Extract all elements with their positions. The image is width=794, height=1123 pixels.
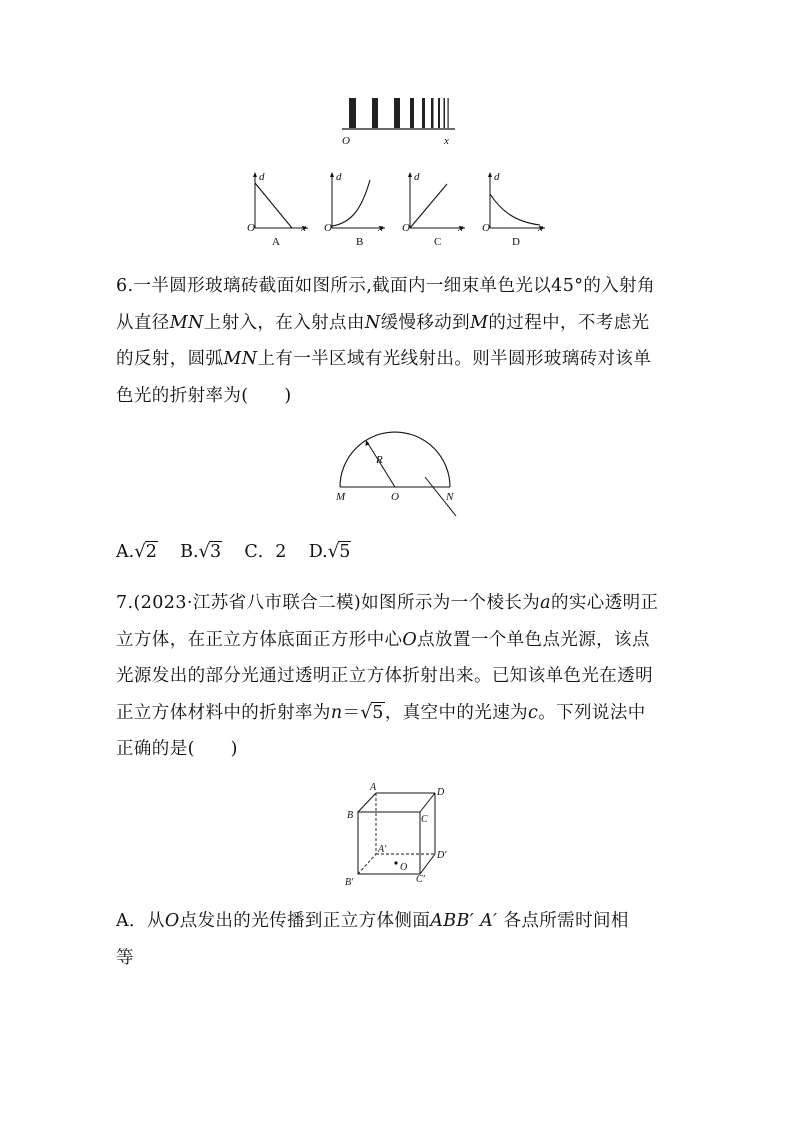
label-b: B [347, 810, 354, 821]
label-b-prime: B′ [345, 877, 354, 888]
label-n: N [446, 491, 454, 503]
axis-label: x [444, 135, 449, 147]
graph-d [480, 168, 552, 250]
label-d-prime: D′ [437, 850, 447, 861]
figure-top-bars [335, 92, 460, 147]
y-label: d [414, 171, 420, 183]
q6-line-1: 6.一半圆形玻璃砖截面如图所示,截面内一细束单色光以45°的入射角 [116, 276, 655, 296]
option-b[interactable]: B.√3 [180, 541, 222, 562]
label-c-prime: C′ [416, 874, 425, 885]
option-c[interactable]: C．2 [244, 542, 287, 562]
curve [410, 184, 447, 228]
curve [490, 194, 540, 225]
bar [422, 98, 425, 128]
bar [349, 98, 356, 128]
q6-line-2: 从直径MN上射入，在入射点由N缓慢移动到M的过程中，不考虑光 [116, 312, 650, 333]
curve [332, 180, 370, 226]
graph-caption: B [356, 236, 364, 248]
semicircle-arc [340, 432, 450, 487]
bar [410, 98, 414, 128]
q7-option-a-line-2: 等 [116, 947, 134, 968]
q7-line-1: 7.(2023·江苏省八市联合二模)如图所示为一个棱长为a的实心透明正 [116, 593, 659, 613]
label-o: O [391, 491, 399, 503]
q7-line-5: 正确的是( ) [116, 739, 238, 759]
curve [255, 183, 292, 228]
bar [438, 98, 440, 128]
origin-label: O [247, 222, 255, 234]
question-7 [116, 585, 681, 768]
question-6 [116, 268, 681, 414]
bar [372, 98, 378, 128]
bar [448, 98, 449, 128]
q7-line-2: 立方体，在正立方体底面正方形中心O点放置一个单色点光源，该点 [116, 629, 650, 650]
q7-option-a-line-1: A．从O点发出的光传播到正立方体侧面ABB′ A′ 各点所需时间相 [116, 911, 629, 931]
graph-caption: D [512, 236, 520, 248]
label-a-prime: A′ [378, 844, 387, 855]
q6-line-3: 的反射，圆弧MN上有一半区域有光线射出。则半圆形玻璃砖对该单 [116, 349, 652, 369]
x-label: x [538, 222, 543, 234]
q7-line-3: 光源发出的部分光通过透明正立方体折射出来。已知该单色光在透明 [116, 666, 653, 686]
point-o [394, 861, 397, 864]
graph-caption: A [272, 236, 280, 248]
graph-caption: C [434, 236, 442, 248]
bar [394, 98, 400, 128]
cube-figure [340, 780, 460, 890]
label-d: D [437, 787, 445, 798]
label-c: C [421, 814, 428, 825]
x-label: x [458, 222, 463, 234]
x-label: x [378, 222, 383, 234]
x-label: x [301, 222, 306, 234]
origin-label: O [342, 135, 350, 147]
y-label: d [494, 171, 500, 183]
bar [431, 98, 434, 128]
q6-options [116, 537, 351, 567]
q7-option-a[interactable] [116, 903, 681, 976]
origin-label: O [482, 222, 490, 234]
origin-label: O [324, 222, 332, 234]
q7-line-4: 正立方体材料中的折射率为n＝√5，真空中的光速为c。下列说法中 [116, 701, 646, 723]
graph-c [400, 168, 472, 250]
graph-b [322, 168, 392, 250]
label-r: R [376, 454, 383, 466]
q6-line-4: 色光的折射率为( ) [116, 385, 292, 406]
label-o: O [400, 862, 408, 873]
label-a: A [370, 782, 377, 793]
option-d[interactable]: D.√5 [308, 541, 351, 562]
interference-bars [349, 98, 449, 128]
y-label: d [336, 171, 342, 183]
label-m: M [336, 491, 346, 503]
bar [444, 98, 446, 128]
cube-front-face [358, 812, 420, 874]
origin-label: O [402, 222, 410, 234]
graph-a [245, 168, 315, 250]
y-label: d [259, 171, 265, 183]
semicircle-figure [330, 425, 465, 520]
option-a[interactable]: A.√2 [116, 541, 157, 562]
